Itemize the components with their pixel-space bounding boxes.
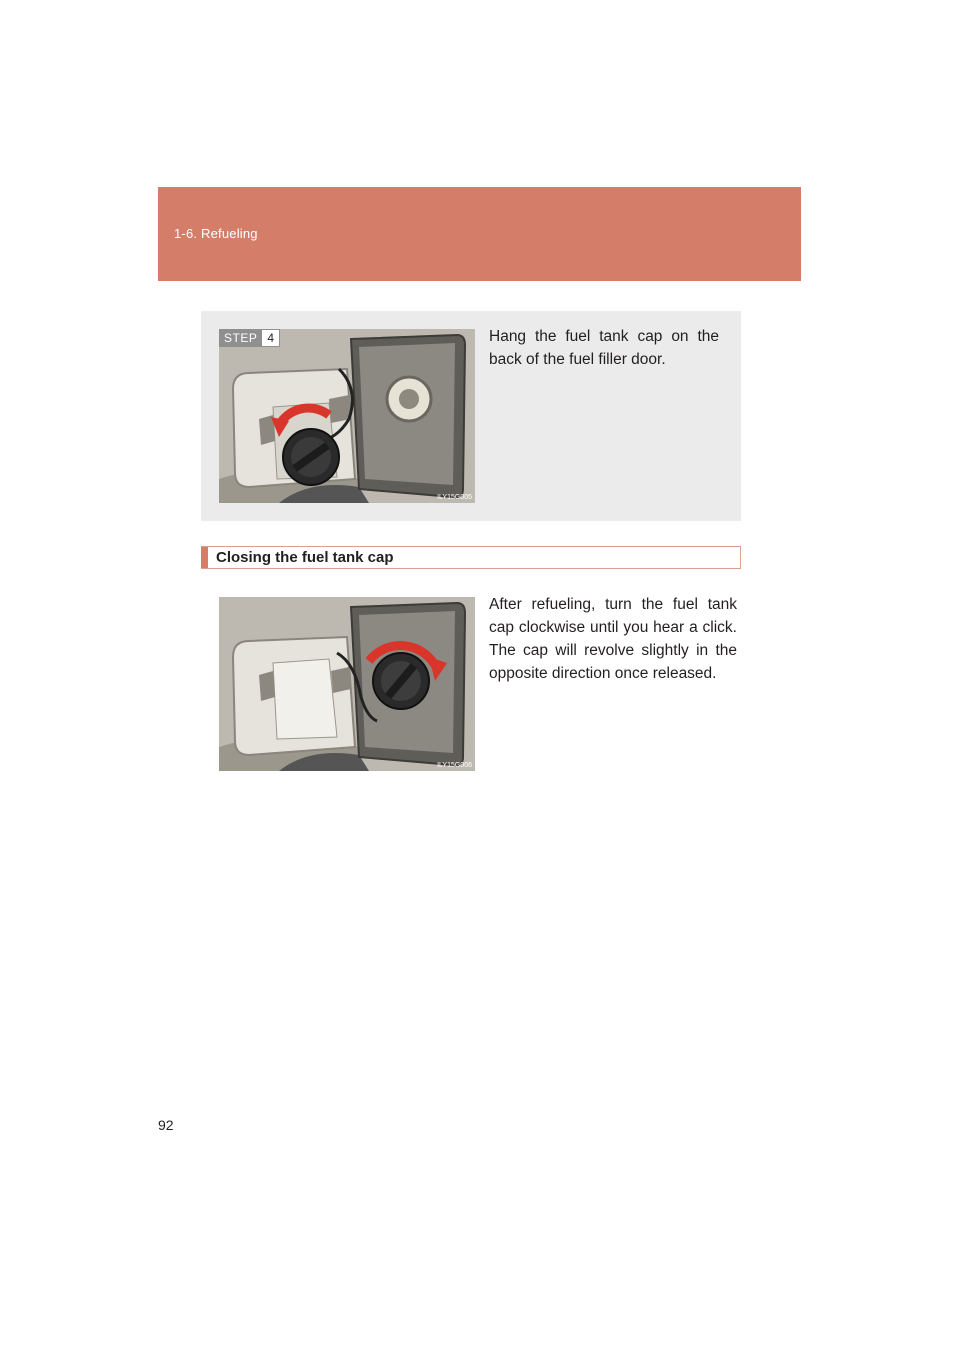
illustration-code: ILY15G006 [437,762,472,769]
section-label: 1-6. Refueling [174,226,258,241]
page-number: 92 [158,1117,174,1133]
fuel-filler-door-illustration [219,597,475,771]
step-4-text: Hang the fuel tank cap on the back of the fuel filler door. [489,328,719,368]
header-band [158,187,801,281]
heading-accent-bar [201,547,208,568]
section-heading [201,546,741,569]
section-heading-label: Closing the fuel tank cap [216,549,394,566]
step-badge [219,329,280,347]
closing-text: After refueling, turn the fuel tank cap clockwise until you hear a click. The cap will revolve slightly in the opposite direction once released. [489,596,737,682]
illustration-code: ILY15G005 [437,494,472,501]
step-badge-number: 4 [262,329,280,347]
fuel-filler-door-illustration [219,329,475,503]
step-badge-word: STEP [219,329,262,347]
step-4-panel [201,311,741,521]
